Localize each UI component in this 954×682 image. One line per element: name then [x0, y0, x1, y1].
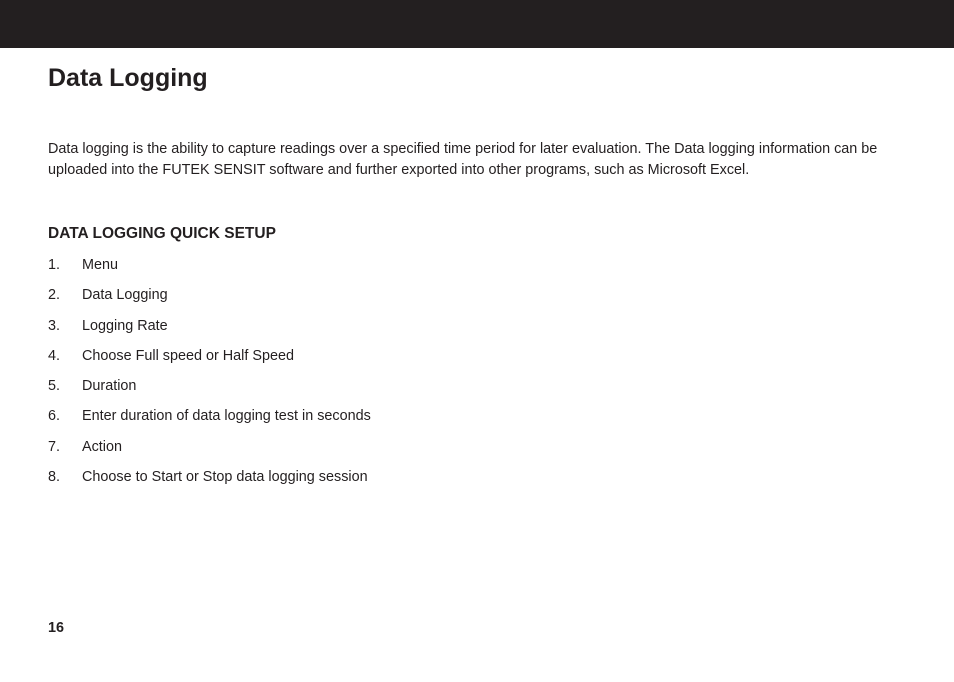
step-number: 1. — [48, 257, 61, 273]
list-item — [48, 466, 371, 496]
list-item — [48, 284, 371, 314]
list-item — [48, 315, 371, 345]
step-number: 4. — [48, 347, 61, 364]
page-title: Data Logging — [48, 64, 208, 92]
section-heading: DATA LOGGING QUICK SETUP — [48, 225, 276, 242]
list-item — [48, 254, 371, 284]
step-text: Data Logging — [82, 287, 168, 304]
step-text: Action — [82, 438, 122, 455]
step-text: Duration — [82, 378, 137, 395]
intro-paragraph: Data logging is the ability to capture readings over a specified time period for later evaluation. The Data logging information can be uploaded into the FUTEK SENSIT software and further exported into other programs, such as Microsoft Excel. — [48, 141, 878, 178]
list-item — [48, 405, 371, 435]
step-number: 3. — [48, 317, 61, 334]
step-number: 7. — [48, 438, 61, 455]
step-number: 2. — [48, 287, 61, 304]
step-text: Logging Rate — [82, 317, 168, 334]
setup-steps-list — [48, 254, 371, 496]
step-number: 6. — [48, 408, 61, 425]
step-text: Choose to Start or Stop data logging session — [82, 469, 368, 486]
header-bar — [0, 0, 954, 48]
list-item — [48, 375, 371, 405]
step-text: Menu — [82, 257, 118, 273]
list-item — [48, 345, 371, 375]
page-number: 16 — [48, 620, 65, 636]
step-text: Choose Full speed or Half Speed — [82, 347, 294, 364]
step-number: 5. — [48, 378, 61, 395]
list-item — [48, 436, 371, 466]
step-number: 8. — [48, 469, 61, 486]
step-text: Enter duration of data logging test in seconds — [82, 408, 371, 425]
